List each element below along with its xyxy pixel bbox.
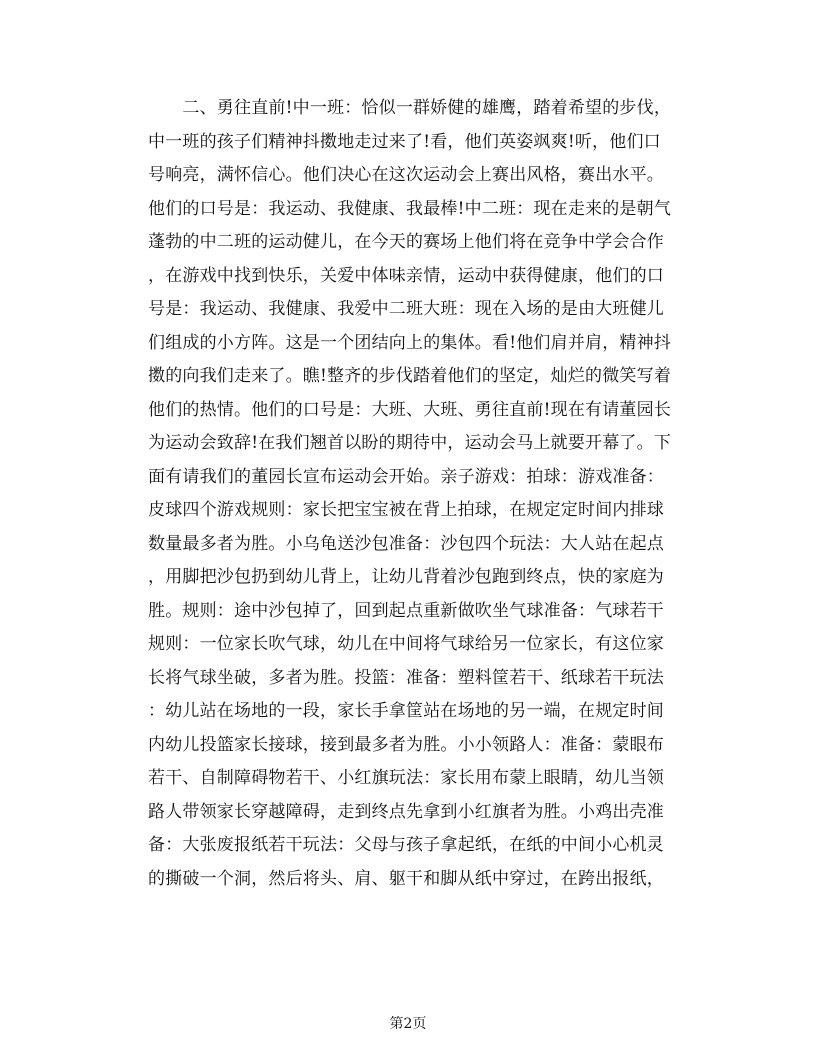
text-line: 数量最多者为胜。小乌龟送沙包准备：沙包四个玩法：大人站在起点 — [148, 533, 664, 554]
text-line: 号响亮，满怀信心。他们决心在这次运动会上赛出风格，赛出水平。 — [148, 165, 664, 185]
text-line: 擞的向我们走来了。瞧!整齐的步伐踏着他们的坚定，灿烂的微笑写着 — [148, 366, 672, 386]
text-line: 的撕破一个洞，然后将头、肩、躯干和脚从纸中穿过，在跨出报纸， — [148, 868, 664, 889]
text-line: 若干、自制障碍物若干、小红旗玩法：家长用布蒙上眼睛，幼儿当领 — [148, 768, 664, 788]
body-text — [148, 92, 684, 896]
text-line: 路人带领家长穿越障碍，走到终点先拿到小红旗者为胜。小鸡出壳准 — [148, 801, 664, 822]
text-line: ，用脚把沙包扔到幼儿背上，让幼儿背着沙包跑到终点，快的家庭为 — [148, 567, 664, 587]
text-line: 皮球四个游戏规则：家长把宝宝被在背上拍球，在规定定时间内排球 — [148, 500, 664, 520]
text-line: 他们的口号是：我运动、我健康、我最棒!中二班：现在走来的是朝气 — [148, 198, 672, 219]
text-line: 备：大张废报纸若干玩法：父母与孩子拿起纸，在纸的中间小心机灵 — [148, 835, 664, 855]
text-line: 为运动会致辞!在我们翘首以盼的期待中，运动会马上就要开幕了。下 — [148, 433, 672, 453]
text-line: 长将气球坐破，多者为胜。投篮：准备：塑料筐若干、纸球若干玩法 — [148, 667, 664, 688]
text-line: 内幼儿投篮家长接球，接到最多者为胜。小小领路人：准备：蒙眼布 — [148, 734, 664, 755]
text-line: ：幼儿站在场地的一段，家长手拿筐站在场地的另一端，在规定时间 — [148, 701, 664, 721]
text-line: 号是：我运动、我健康、我爱中二班大班：现在入场的是由大班健儿 — [148, 299, 664, 319]
text-line: 中一班的孩子们精神抖擞地走过来了!看，他们英姿飒爽!听，他们口 — [148, 131, 661, 152]
text-line: 规则：一位家长吹气球，幼儿在中间将气球给另一位家长，有这位家 — [148, 634, 664, 654]
text-line: 们组成的小方阵。这是一个团结向上的集体。看!他们肩并肩，精神抖 — [148, 332, 672, 353]
text-line: 蓬勃的中二班的运动健儿，在今天的赛场上他们将在竞争中学会合作 — [148, 232, 664, 252]
text-line: 面有请我们的董园长宣布运动会开始。亲子游戏：拍球：游戏准备： — [148, 466, 664, 487]
text-line: 胜。规则：途中沙包掉了，回到起点重新做吹坐气球准备：气球若干 — [148, 600, 664, 621]
text-line: 二、勇往直前!中一班：恰似一群娇健的雄鹰，踏着希望的步伐， — [148, 98, 672, 118]
page-number: 第2页 — [389, 1016, 427, 1032]
text-line: ，在游戏中找到快乐，关爱中体味亲情，运动中获得健康，他们的口 — [148, 265, 664, 286]
text-line: 他们的热情。他们的口号是：大班、大班、勇往直前!现在有请董园长 — [148, 399, 672, 420]
